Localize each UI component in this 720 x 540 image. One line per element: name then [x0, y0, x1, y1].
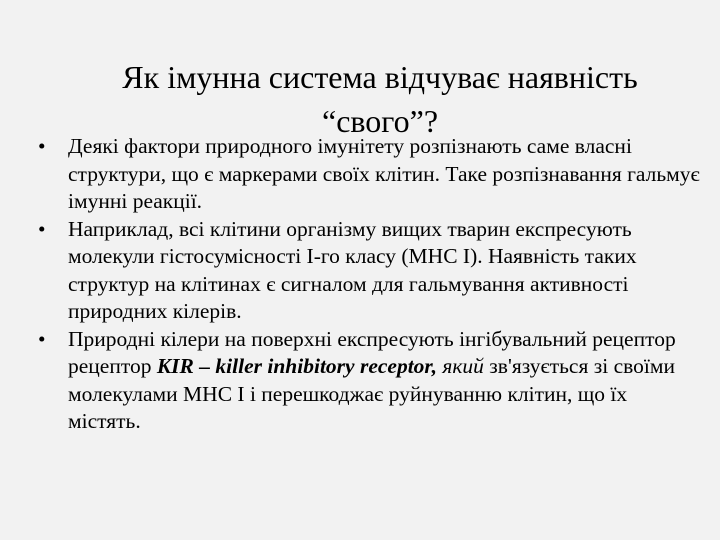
term-comma: ,	[431, 354, 443, 378]
which-word: який	[442, 354, 484, 378]
bullet-item-1	[0, 133, 720, 216]
bullet-icon: •	[38, 134, 46, 158]
slide-title-line-2: “свого”?	[321, 103, 439, 140]
bullet-list	[0, 133, 720, 436]
slide-title-line-1: Як імунна система відчуває наявність	[122, 59, 638, 96]
bullet-text: Деякі фактори природного імунітету розпізнають саме власні структури, що є маркерами своїх клітин. Таке розпізнавання гальмує імунні реакції.	[68, 134, 700, 213]
bullet-text-before: Природні кілери на поверхні експресують інгібувальний рецептор рецептор	[68, 326, 676, 378]
bullet-icon: •	[38, 326, 46, 351]
kir-full-name: killer inhibitory receptor	[215, 354, 432, 378]
term-dash: –	[193, 354, 216, 378]
bullet-text: Наприклад, всі клітини організму вищих тварин експресують молекули гістосумісності І-го класу (МНС І). Наявність таких структур на клітинах є сигналом для гальмування активності природних кілерів.	[68, 216, 637, 323]
kir-abbreviation: KIR	[156, 354, 194, 378]
bullet-item-3	[0, 326, 720, 436]
bullet-item-2	[0, 216, 720, 326]
slide-title	[40, 55, 720, 143]
bullet-text-after: зв'язується зі своїми молекулами МНС І і перешкоджає руйнуванню клітин, що їх містять.	[68, 354, 675, 433]
bullet-icon: •	[38, 216, 46, 241]
